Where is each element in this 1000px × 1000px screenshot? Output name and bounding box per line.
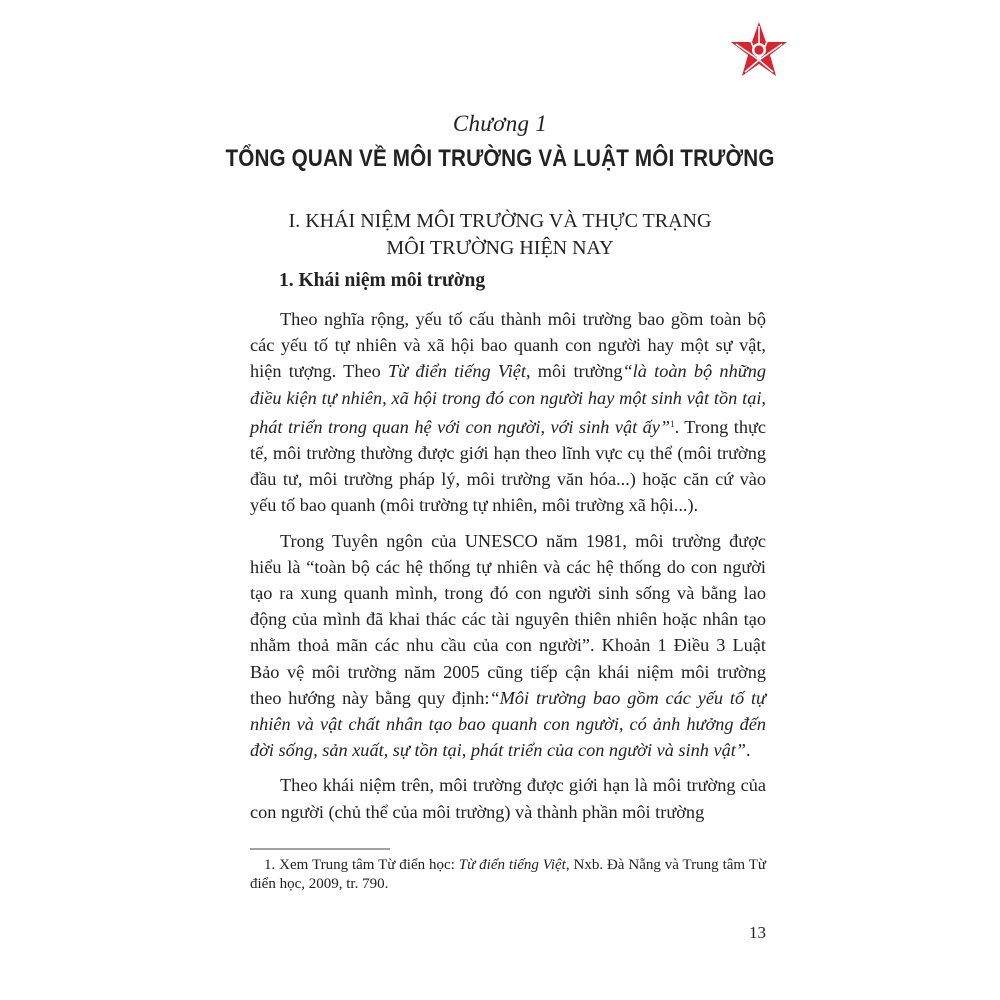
footnote-book-title: Từ điển tiếng Việt xyxy=(458,857,566,873)
paragraph-1 xyxy=(250,306,766,519)
footnote-rule xyxy=(250,848,390,850)
footnote xyxy=(250,856,766,894)
law-quote: “Môi trường bao gồm các yếu tố tự nhiên và vật chất nhân tạo bao quanh con người, có ảnh hưởng đến đời sống, sản xuất, sự tồn tại, phát triển của con người và sinh vật” xyxy=(250,687,766,761)
paragraph-2-text-a: Trong Tuyên ngôn của UNESCO năm 1981, môi trường được hiểu là “toàn bộ các hệ thống tự nhiên và các hệ thống do con người tạo ra xung quanh mình, trong đó con người sinh sống và bằng lao động của mình đã khai thác các tài nguyên thiên nhiên hoặc nhân tạo nhằm thoả mãn các nhu cầu của con người”. Khoản 1 Điều 3 Luật Bảo vệ môi trường năm 2005 cũng tiếp cận khái niệm môi trường theo hướng này bằng quy định: xyxy=(250,530,766,708)
paragraph-1-text-a: Theo nghĩa rộng, yếu tố cấu thành môi trường bao gồm toàn bộ các yếu tố tự nhiên và xã hội bao quanh con người hay một sự vật, hiện tượng. Theo xyxy=(250,309,766,382)
chapter-title: TỔNG QUAN VỀ MÔI TRƯỜNG VÀ LUẬT MÔI TRƯỜNG xyxy=(225,145,775,172)
chapter-number: Chương 1 xyxy=(452,111,548,136)
section-title xyxy=(0,208,1000,262)
footnote-text-c: , Nxb. Đà Nẵng và Trung tâm Từ điển học, 2009, tr. 790. xyxy=(250,857,766,892)
body-text xyxy=(250,306,766,825)
paragraph-1-text-c: . Trong thực tế, môi trường thường được giới hạn theo lĩnh vực cụ thể (môi trường đầu tư, môi trường pháp lý, môi trường văn hóa...) hoặc căn cứ vào yếu tố bao quanh (môi trường tự nhiên, môi trường xã hội...). xyxy=(250,416,767,516)
footnote-marker[interactable]: 1 xyxy=(670,418,675,429)
dictionary-title: Từ điển tiếng Việt xyxy=(387,361,526,382)
page-number: 13 xyxy=(749,923,766,942)
paragraph-3: Theo khái niệm trên, môi trường được giới hạn là môi trường của con người (chủ thể của môi trường) và thành phần môi trường xyxy=(250,775,766,822)
paragraph-2 xyxy=(250,528,766,764)
paragraph-2-text-b: . xyxy=(745,740,751,761)
section-title-line1: I. KHÁI NIỆM MÔI TRƯỜNG VÀ THỰC TRẠNG xyxy=(288,210,712,232)
section-title-line2: MÔI TRƯỜNG HIỆN NAY xyxy=(386,237,614,259)
footnote-text-a: 1. Xem Trung tâm Từ điển học: xyxy=(264,857,459,873)
publisher-logo-icon xyxy=(728,20,790,82)
dictionary-quote: “là toàn bộ những điều kiện tự nhiên, xã hội trong đó con người hay một sinh vật tồn tại, phát triển trong quan hệ với con người, với sinh vật ấy” xyxy=(250,361,766,437)
paragraph-1-text-b: , môi trường xyxy=(525,361,623,382)
subsection-title: 1. Khái niệm môi trường xyxy=(279,270,486,291)
